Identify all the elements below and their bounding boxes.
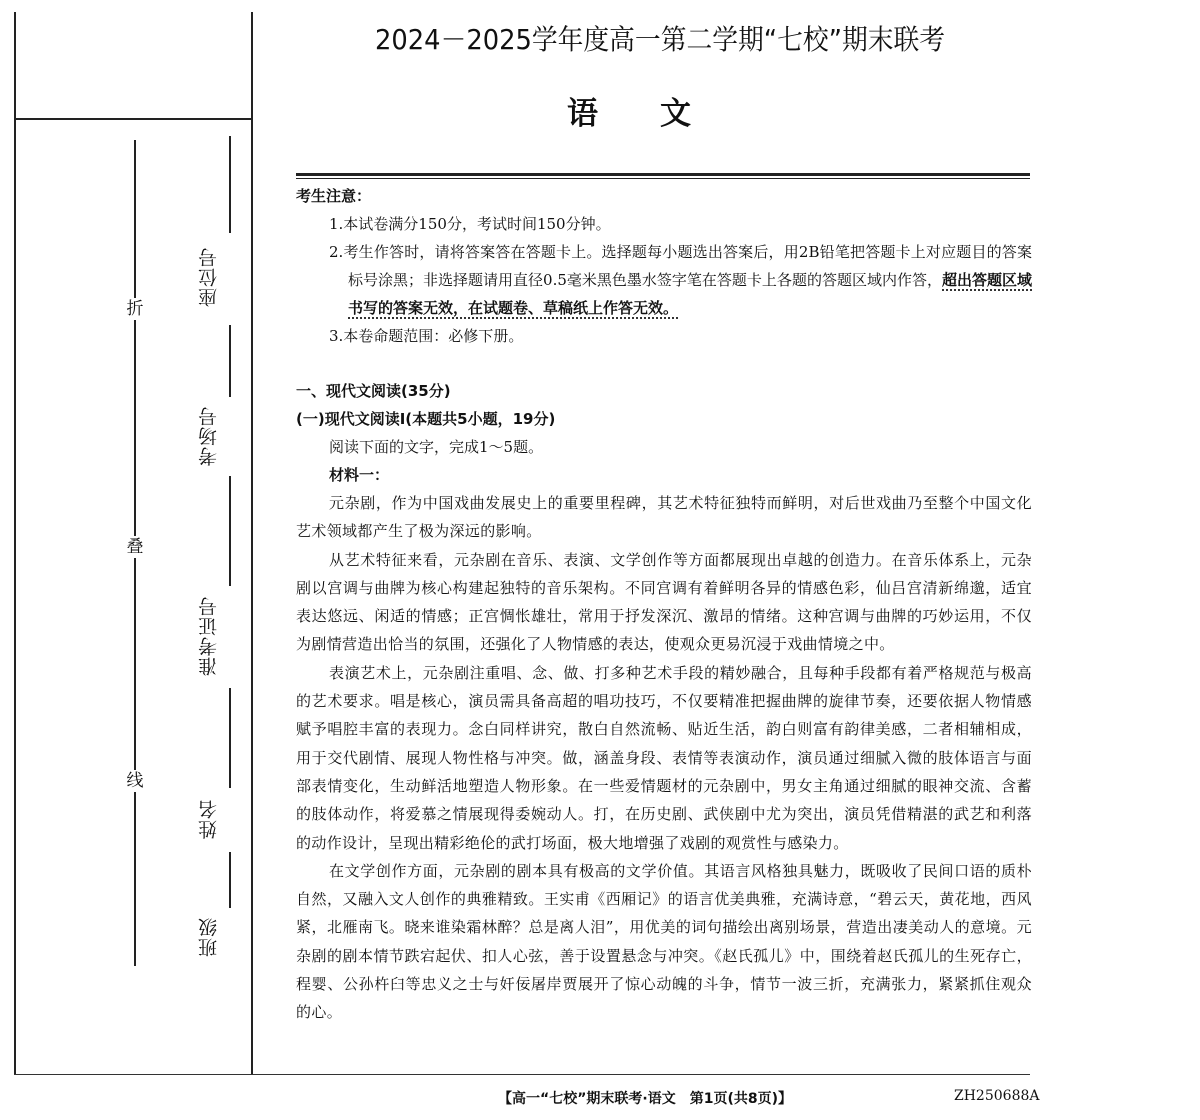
page-footer: 【高一“七校”期末联考·语文 第1页(共8页)】: [498, 1091, 792, 1107]
reading-instruction: 阅读下面的文字，完成1～5题。: [329, 438, 544, 456]
header-rule-thin: [296, 178, 1030, 179]
notice-item-3: 3.本卷命题范围：必修下册。: [329, 327, 524, 345]
margin-border-left: [14, 12, 16, 1074]
ticket-number-label: 准考证号: [198, 596, 220, 676]
ticket-number-field[interactable]: [195, 476, 239, 684]
header-rule-thick: [296, 173, 1030, 176]
margin-top-divider: [14, 118, 252, 120]
exam-title: 2024－2025学年度高一第二学期“七校”期末联考: [375, 23, 945, 56]
notice-item-1: 1.本试卷满分150分，考试时间150分钟。: [329, 215, 611, 233]
class-label: 班级: [198, 917, 220, 957]
fold-char-3: 线: [124, 770, 146, 792]
section-subtitle: (一)现代文阅读Ⅰ(本题共5小题，19分): [296, 410, 556, 428]
seat-number-label: 座位号: [198, 247, 220, 307]
notice-title: 考生注意：: [296, 187, 372, 205]
paragraph-2: 从艺术特征来看，元杂剧在音乐、表演、文学创作等方面都展现出卓越的创造力。在音乐体系上，元杂剧以宫调与曲牌为核心构建起独特的音乐架构。不同宫调有着鲜明各异的情感色彩，仙吕宫清新绵邈，适宜表达悠远、闲适的情感；正宫惆怅雄壮，常用于抒发深沉、激昂的情绪。这种宫调与曲牌的巧妙运用，不仅为剧情营造出恰当的氛围，还强化了人物情感的表达，使观众更易沉浸于戏曲情境之中。: [296, 550, 1032, 654]
paragraph-4: 在文学创作方面，元杂剧的剧本具有极高的文学价值。其语言风格独具魅力，既吸收了民间口语的质朴自然，又融入文人创作的典雅精致。王实甫《西厢记》的语言优美典雅，充满诗意，“碧云天，黄花地，西风紧，北雁南飞。晓来谁染霜林醉？总是离人泪”，用优美的词句描绘出离别场景，营造出凄美动人的意境。元杂剧的剧本情节跌宕起伏、扣人心弦，善于设置悬念与冲突。《赵氏孤儿》中，围绕着赵氏孤儿的生死存亡，程婴、公孙杵臼等忠义之士与奸佞屠岸贾展开了惊心动魄的斗争，情节一波三折，充满张力，紧紧抓住观众的心。: [296, 861, 1032, 1022]
class-field[interactable]: [195, 852, 239, 964]
class-line: [229, 852, 231, 908]
notice-item-2-text: 2.考生作答时，请将答案答在答题卡上。选择题每小题选出答案后，用2B铅笔把答题卡上对应题目的答案标号涂黑；非选择题请用直径0.5毫米黑色墨水签字笔在答题卡上各题的答题区域内作答，: [329, 243, 1032, 289]
exam-content: [296, 182, 1032, 1027]
seat-number-field[interactable]: [195, 136, 239, 318]
ticket-number-line: [229, 476, 231, 586]
name-line: [229, 688, 231, 788]
notice-item-2: [296, 238, 1032, 322]
margin-border-right: [251, 12, 253, 1074]
paragraph-1: 元杂剧，作为中国戏曲发展史上的重要里程碑，其艺术特征独特而鲜明，对后世戏曲乃至整个中国文化艺术领域都产生了极为深远的影响。: [296, 494, 1032, 541]
notice-item-2-emphasis: 超出答题区域书写的答案无效，在试题卷、草稿纸上作答无效。: [348, 271, 1032, 317]
subject-title: 语文: [567, 96, 753, 132]
paragraph-3: 表演艺术上，元杂剧注重唱、念、做、打多种艺术手段的精妙融合，且每种手段都有着严格规范与极高的艺术要求。唱是核心，演员需具备高超的唱功技巧，不仅要精准把握曲牌的旋律节奏，还要依据人物情感赋予唱腔丰富的表现力。念白同样讲究，散白自然流畅、贴近生活，韵白则富有韵律美感，二者相辅相成，用于交代剧情、展现人物性格与冲突。做，涵盖身段、表情等表演动作，演员通过细腻入微的肢体语言与面部表情变化，生动鲜活地塑造人物形象。在一些爱情题材的元杂剧中，男女主角通过细腻的眼神交流、含蓄的肢体动作，将爱慕之情展现得委婉动人。打，在历史剧、武侠剧中尤为突出，演员凭借精湛的武艺和利落的动作设计，呈现出精彩绝伦的武打场面，极大地增强了戏剧的观赏性与感染力。: [296, 663, 1032, 852]
exam-room-line: [229, 325, 231, 397]
name-field[interactable]: [195, 688, 239, 848]
seat-number-line: [229, 136, 231, 233]
fold-char-1: 折: [124, 298, 146, 320]
fold-char-2: 叠: [124, 536, 146, 558]
paper-code: ZH250688A: [954, 1088, 1040, 1104]
exam-room-field[interactable]: [195, 325, 239, 473]
footer-rule: [14, 1074, 1030, 1075]
name-label: 姓名: [198, 799, 220, 839]
section-title: 一、现代文阅读(35分): [296, 382, 451, 400]
exam-room-label: 考场号: [198, 406, 220, 467]
material-label: 材料一：: [329, 466, 390, 484]
